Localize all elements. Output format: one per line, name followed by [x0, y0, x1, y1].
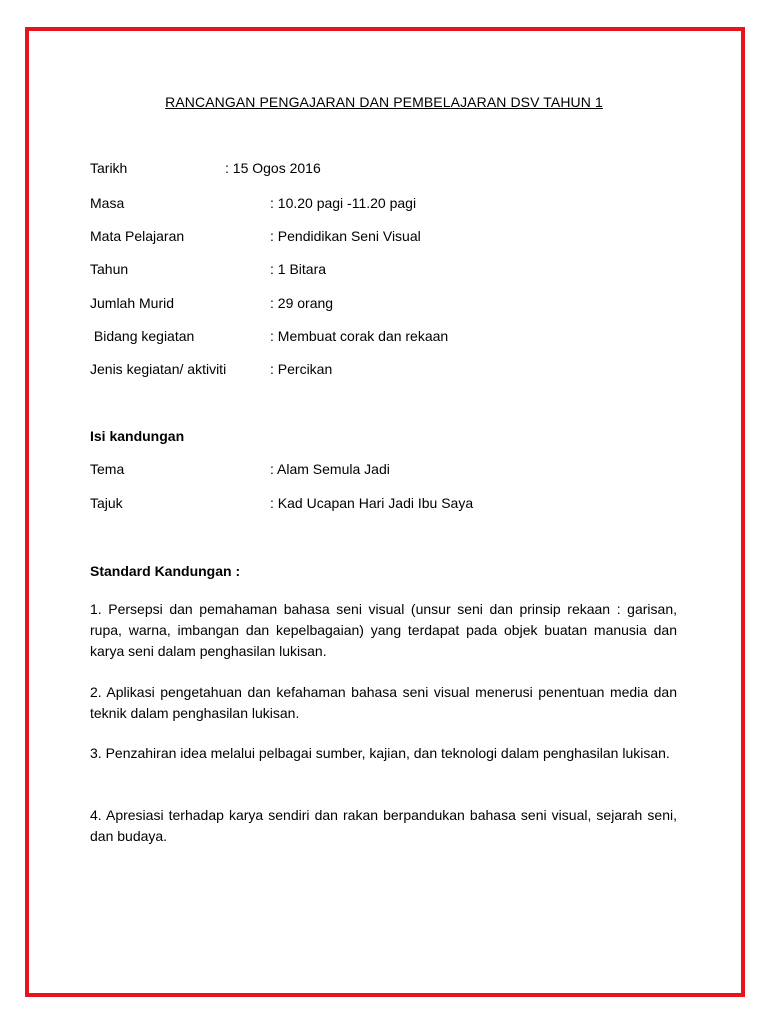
info-row-tahun	[90, 261, 327, 277]
info-label: Bidang kegiatan	[90, 328, 195, 344]
info-row-jumlah-murid	[90, 295, 334, 311]
info-value: : Alam Semula Jadi	[270, 461, 390, 477]
standard-kandungan-heading: Standard Kandungan :	[90, 563, 241, 579]
standard-item-2: 2. Aplikasi pengetahuan dan kefahaman bahasa seni visual menerusi penentuan media dan teknik dalam penghasilan lukisan.	[90, 684, 677, 721]
info-label: Tarikh	[90, 160, 128, 176]
info-value: : Membuat corak dan rekaan	[270, 328, 449, 344]
info-label: Masa	[90, 195, 125, 211]
info-value: : 29 orang	[270, 295, 334, 311]
document-title: RANCANGAN PENGAJARAN DAN PEMBELAJARAN DSV TAHUN 1	[165, 94, 603, 110]
info-row-masa	[90, 195, 417, 211]
info-label: Tajuk	[90, 495, 123, 511]
info-row-jenis-kegiatan	[90, 361, 333, 377]
info-row-tarikh	[90, 160, 321, 176]
page-border	[25, 27, 745, 997]
info-label: Mata Pelajaran	[90, 228, 185, 244]
info-label: Tahun	[90, 261, 129, 277]
info-label: Jumlah Murid	[90, 295, 175, 311]
info-row-bidang-kegiatan	[90, 328, 449, 344]
isi-row-tema	[90, 461, 390, 477]
standard-item-1: 1. Persepsi dan pemahaman bahasa seni visual (unsur seni dan prinsip rekaan : garisan, rupa, warna, imbangan dan kepelbagaian) yang terdapat pada objek buatan manusia dan karya seni dalam penghasilan lukisan.	[90, 601, 677, 659]
info-value: : 10.20 pagi -11.20 pagi	[270, 195, 417, 211]
standard-item-3: 3. Penzahiran idea melalui pelbagai sumber, kajian, dan teknologi dalam penghasilan lukisan.	[90, 745, 670, 761]
info-value: : Kad Ucapan Hari Jadi Ibu Saya	[270, 495, 474, 511]
info-label: Jenis kegiatan/ aktiviti	[90, 361, 227, 377]
info-value: : Percikan	[270, 361, 333, 377]
info-row-mata-pelajaran	[90, 228, 421, 244]
info-value: : 1 Bitara	[270, 261, 327, 277]
info-label: Tema	[90, 461, 125, 477]
isi-row-tajuk	[90, 495, 474, 511]
info-value: : 15 Ogos 2016	[225, 160, 321, 176]
standard-item-4: 4. Apresiasi terhadap karya sendiri dan rakan berpandukan bahasa seni visual, sejarah seni, dan budaya.	[90, 807, 677, 844]
isi-kandungan-heading: Isi kandungan	[90, 428, 185, 444]
info-value: : Pendidikan Seni Visual	[270, 228, 421, 244]
